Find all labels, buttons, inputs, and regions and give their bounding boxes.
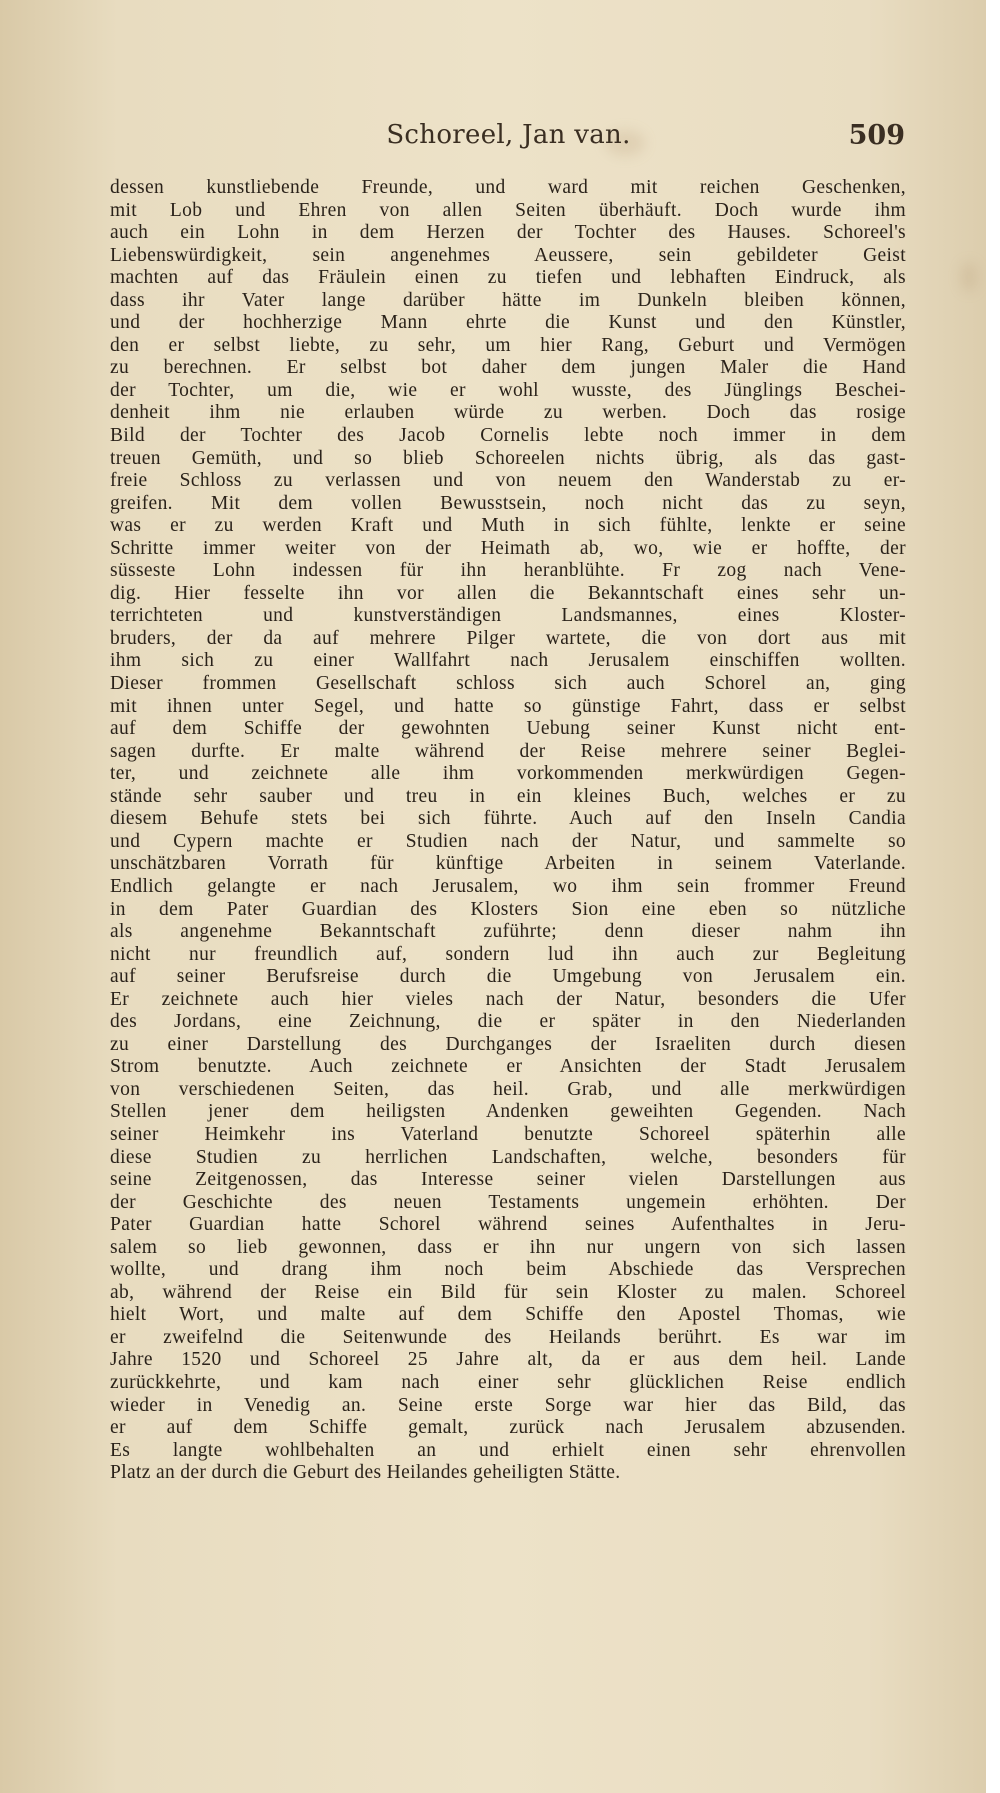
text-line: zu einer Darstellung des Durchganges der Israeliten durch diesen xyxy=(110,1033,906,1055)
page-number: 509 xyxy=(848,120,905,151)
text-line: den er selbst liebte, zu sehr, um hier Rang, Geburt und Vermögen xyxy=(110,334,906,356)
text-line: hielt Wort, und malte auf dem Schiffe den Apostel Thomas, wie xyxy=(110,1304,906,1326)
text-line: treuen Gemüth, und so blieb Schoreelen nichts übrig, als das gast- xyxy=(110,447,906,469)
text-line: Pater Guardian hatte Schorel während seines Aufenthaltes in Jeru- xyxy=(110,1214,906,1236)
text-line: ab, während der Reise ein Bild für sein Kloster zu malen. Schoreel xyxy=(110,1281,906,1303)
text-line: des Jordans, eine Zeichnung, die er später in den Niederlanden xyxy=(110,1011,906,1033)
text-line: Bild der Tochter des Jacob Cornelis lebte noch immer in dem xyxy=(110,425,906,447)
text-line: von verschiedenen Seiten, das heil. Grab, und alle merkwürdigen xyxy=(110,1078,906,1100)
text-line: seiner Heimkehr ins Vaterland benutzte Schoreel späterhin alle xyxy=(110,1123,906,1145)
text-line: ihm sich zu einer Wallfahrt nach Jerusalem einschiffen wollten. xyxy=(110,650,906,672)
text-line: salem so lieb gewonnen, dass er ihn nur ungern von sich lassen xyxy=(110,1236,906,1258)
text-line: mit Lob und Ehren von allen Seiten überhäuft. Doch wurde ihm xyxy=(110,199,906,221)
text-line: mit ihnen unter Segel, und hatte so günstige Fahrt, dass er selbst xyxy=(110,695,906,717)
text-line: Schritte immer weiter von der Heimath ab, wo, wie er hoffte, der xyxy=(110,537,906,559)
text-line: Stellen jener dem heiligsten Andenken geweihten Gegenden. Nach xyxy=(110,1101,906,1123)
text-line: seine Zeitgenossen, das Interesse seiner vielen Darstellungen aus xyxy=(110,1169,906,1191)
page-header xyxy=(112,120,905,160)
text-line: bruders, der da auf mehrere Pilger wartete, die von dort aus mit xyxy=(110,627,906,649)
text-line: Jahre 1520 und Schoreel 25 Jahre alt, da er aus dem heil. Lande xyxy=(110,1349,906,1371)
text-line: der Geschichte des neuen Testaments ungemein erhöhten. Der xyxy=(110,1191,906,1213)
text-line: wollte, und drang ihm noch beim Abschiede das Versprechen xyxy=(110,1259,906,1281)
text-line: stände sehr sauber und treu in ein kleines Buch, welches er zu xyxy=(110,785,906,807)
text-line: auf dem Schiffe der gewohnten Uebung seiner Kunst nicht ent- xyxy=(110,718,906,740)
text-line: in dem Pater Guardian des Klosters Sion eine eben so nützliche xyxy=(110,898,906,920)
text-line: Dieser frommen Gesellschaft schloss sich auch Schorel an, ging xyxy=(110,673,906,695)
text-line: auf seiner Berufsreise durch die Umgebung von Jerusalem ein. xyxy=(110,966,906,988)
text-line: und Cypern machte er Studien nach der Natur, und sammelte so xyxy=(110,830,906,852)
text-line: was er zu werden Kraft und Muth in sich fühlte, lenkte er seine xyxy=(110,515,906,537)
text-line: sagen durfte. Er malte während der Reise mehrere seiner Beglei- xyxy=(110,740,906,762)
text-line: Strom benutzte. Auch zeichnete er Ansichten der Stadt Jerusalem xyxy=(110,1056,906,1078)
text-line: er auf dem Schiffe gemalt, zurück nach Jerusalem abzusenden. xyxy=(110,1417,906,1439)
text-line: Liebenswürdigkeit, sein angenehmes Aeussere, sein gebildeter Geist xyxy=(110,244,906,266)
body-text xyxy=(110,177,906,1485)
text-line: Er zeichnete auch hier vieles nach der Natur, besonders die Ufer xyxy=(110,988,906,1010)
text-line: machten auf das Fräulein einen zu tiefen und lebhaften Eindruck, als xyxy=(110,267,906,289)
text-line: als angenehme Bekanntschaft zuführte; denn dieser nahm ihn xyxy=(110,921,906,943)
text-line: nicht nur freundlich auf, sondern lud ihn auch zur Begleitung xyxy=(110,943,906,965)
text-line: freie Schloss zu verlassen und von neuem den Wanderstab zu er- xyxy=(110,470,906,492)
text-line: diesem Behufe stets bei sich führte. Auch auf den Inseln Candia xyxy=(110,808,906,830)
text-line: Platz an der durch die Geburt des Heilandes geheiligten Stätte. xyxy=(110,1462,621,1484)
text-line: Endlich gelangte er nach Jerusalem, wo ihm sein frommer Freund xyxy=(110,875,906,897)
text-line: Es langte wohlbehalten an und erhielt einen sehr ehrenvollen xyxy=(110,1439,906,1461)
text-line: terrichteten und kunstverständigen Landsmannes, eines Kloster- xyxy=(110,605,906,627)
text-line: er zweifelnd die Seitenwunde des Heilands berührt. Es war im xyxy=(110,1326,906,1348)
paper-stain xyxy=(960,262,978,292)
page-margin-white xyxy=(986,0,1000,1793)
text-line: dass ihr Vater lange darüber hätte im Dunkeln bleiben können, xyxy=(110,289,906,311)
text-line: auch ein Lohn in dem Herzen der Tochter des Hauses. Schoreel's xyxy=(110,222,906,244)
text-line: wieder in Venedig an. Seine erste Sorge war hier das Bild, das xyxy=(110,1394,906,1416)
text-line: dig. Hier fesselte ihn vor allen die Bekanntschaft eines sehr un- xyxy=(110,582,906,604)
text-line: der Tochter, um die, wie er wohl wusste, des Jünglings Beschei- xyxy=(110,379,906,401)
text-line: und der hochherzige Mann ehrte die Kunst und den Künstler, xyxy=(110,312,906,334)
running-head: Schoreel, Jan van. xyxy=(386,120,631,150)
text-line: dessen kunstliebende Freunde, und ward mit reichen Geschenken, xyxy=(110,177,906,198)
text-line: denheit ihm nie erlauben würde zu werben. Doch das rosige xyxy=(110,402,906,424)
text-line: greifen. Mit dem vollen Bewusstsein, noch nicht das zu seyn, xyxy=(110,492,906,514)
text-line: ter, und zeichnete alle ihm vorkommenden merkwürdigen Gegen- xyxy=(110,763,906,785)
text-line: süsseste Lohn indessen für ihn heranblühte. Fr zog nach Vene- xyxy=(110,560,906,582)
text-line: zu berechnen. Er selbst bot daher dem jungen Maler die Hand xyxy=(110,357,906,379)
text-line: diese Studien zu herrlichen Landschaften, welche, besonders für xyxy=(110,1146,906,1168)
text-line: zurückkehrte, und kam nach einer sehr glücklichen Reise endlich xyxy=(110,1371,906,1393)
text-line: unschätzbaren Vorrath für künftige Arbeiten in seinem Vaterlande. xyxy=(110,853,906,875)
